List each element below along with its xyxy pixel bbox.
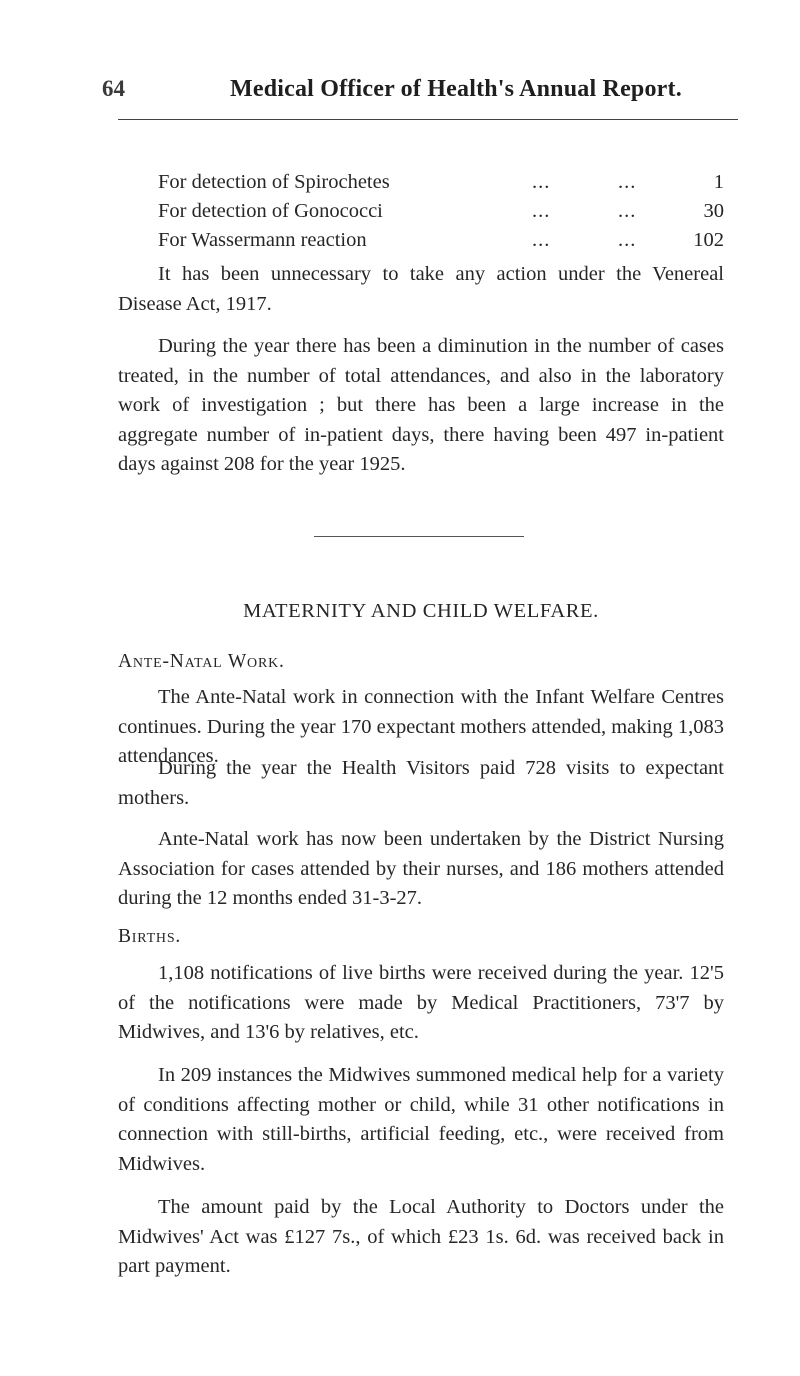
- paragraph-births-2: In 209 instances the Midwives summoned medical help for a variety of conditions affecting mother or child, while 31 other notifications in connection with still-births, artificial feeding, etc., were received from Midwives.: [118, 1064, 724, 1175]
- test-value: 1: [713, 171, 724, 193]
- paragraph-venereal-act: It has been unnecessary to take any action under the Venereal Disease Act, 1917.: [118, 263, 724, 315]
- test-label: For detection of Spirochetes: [158, 171, 390, 193]
- header-rule: [118, 119, 738, 120]
- leader-dots: ...: [532, 229, 551, 251]
- section-divider: [314, 536, 524, 537]
- paragraph-births-3: The amount paid by the Local Authority to Doctors under the Midwives' Act was £127 7s., of which £23 1s. 6d. was received back in part payment.: [118, 1196, 724, 1277]
- leader-dots: ...: [532, 171, 551, 193]
- test-value: 102: [693, 229, 724, 251]
- test-row-spirochetes: [158, 168, 724, 197]
- paragraph-diminution: During the year there has been a diminution in the number of cases treated, in the number of total attendances, and also in the laboratory work of investigation ; but there has been a large increase in the aggregate number of in-patient days, there having been 497 in-patient days against 208 for the year 1925.: [118, 335, 724, 475]
- test-label: For Wassermann reaction: [158, 229, 367, 251]
- paragraph-births-1: 1,108 notifications of live births were received during the year. 12'5 of the notifications were made by Medical Practitioners, 73'7 by Midwives, and 13'6 by relatives, etc.: [118, 962, 724, 1043]
- leader-dots: ...: [532, 200, 551, 222]
- test-value: 30: [703, 200, 724, 222]
- paragraph-ante-natal-1: The Ante-Natal work in connection with the Infant Welfare Centres continues. During the year 170 expectant mothers attended, making 1,083 attendances.: [118, 686, 724, 767]
- leader-dots: ...: [618, 229, 637, 251]
- laboratory-tests-list: [158, 168, 724, 255]
- test-row-wassermann: [158, 226, 724, 255]
- ante-natal-heading: Ante-Natal Work.: [118, 651, 285, 672]
- leader-dots: ...: [618, 200, 637, 222]
- births-heading: Births.: [118, 926, 182, 947]
- section-heading: MATERNITY AND CHILD WELFARE.: [243, 600, 599, 622]
- paragraph-ante-natal-2: During the year the Health Visitors paid 728 visits to expectant mothers.: [118, 757, 724, 809]
- paragraph-ante-natal-3: Ante-Natal work has now been undertaken by the District Nursing Association for cases attended by their nurses, and 186 mothers attended during the 12 months ended 31-3-27.: [118, 828, 724, 909]
- test-label: For detection of Gonococci: [158, 200, 383, 222]
- page-header: [102, 76, 742, 116]
- test-row-gonococci: [158, 197, 724, 226]
- running-title: Medical Officer of Health's Annual Report.: [230, 76, 682, 102]
- leader-dots: ...: [618, 171, 637, 193]
- page-number: 64: [102, 76, 125, 101]
